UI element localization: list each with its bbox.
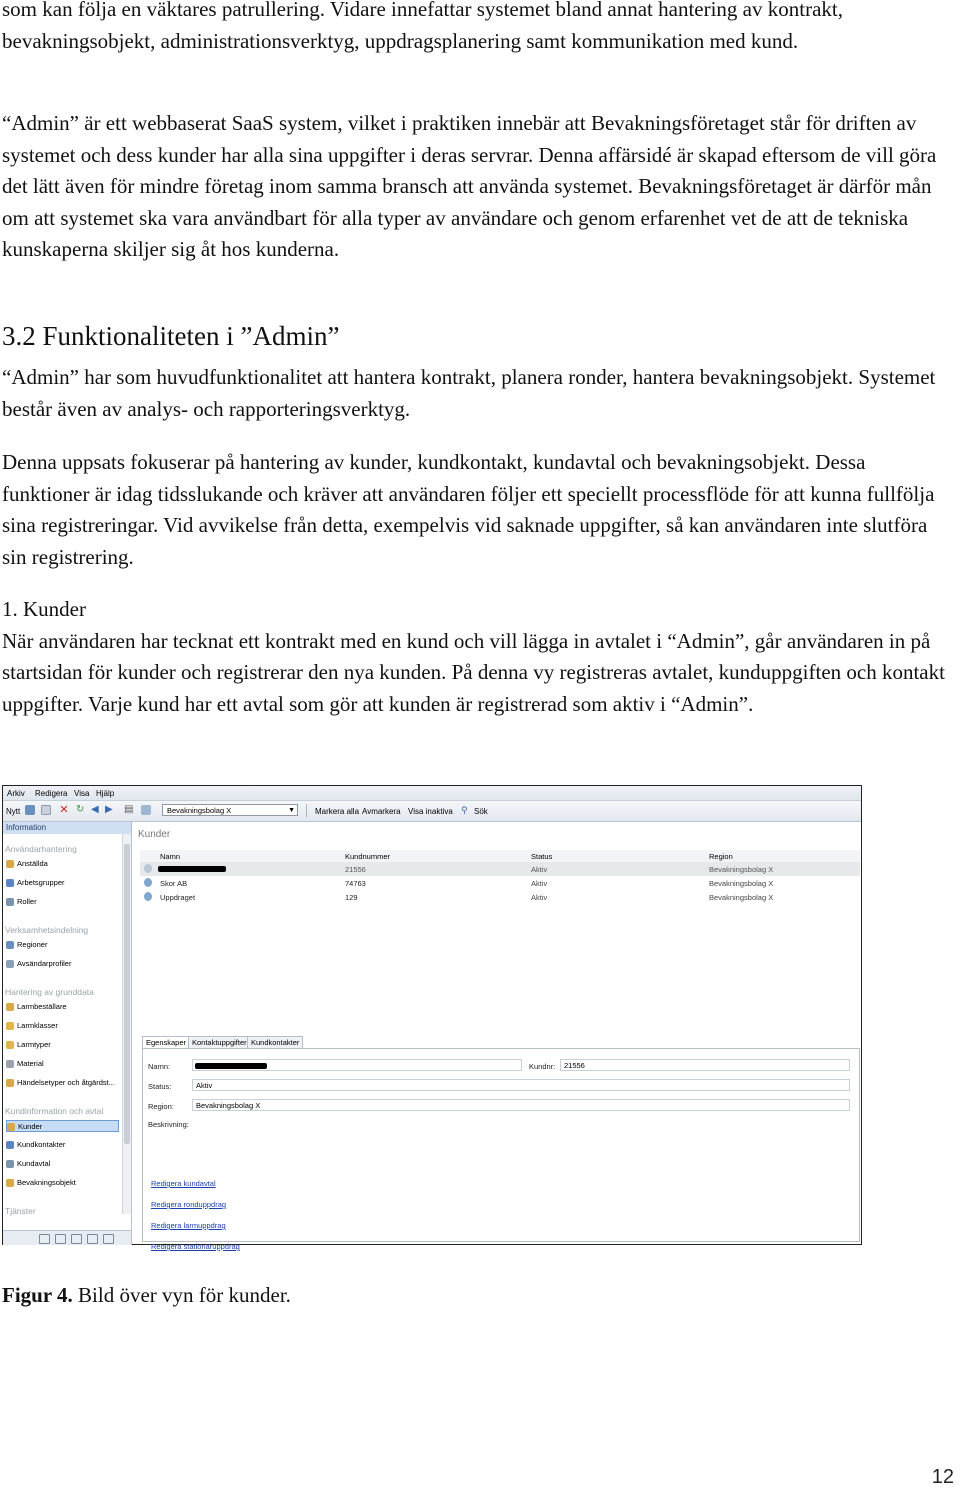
- sidebar-section-master-data[interactable]: Hantering av grunddata: [5, 987, 94, 997]
- paragraph-focus: Denna uppsats fokuserar på hantering av kunder, kundkontakt, kundavtal och bevakningsobjekt. Dessa funktioner är idag tidsslukande och kräver att användaren följer ett speciellt processflöde för att kunna fullfölja sina registreringar. Vid avvikelse från detta, exempelvis vid saknade uppgifter, så kan användaren inte slutföra sin registrering.: [2, 450, 935, 569]
- contract-icon: [6, 1160, 14, 1168]
- sidebar-item-alarm-orderers[interactable]: Larmbeställare: [6, 1001, 119, 1013]
- sidebar-item-guard-objects[interactable]: Bevakningsobjekt: [6, 1177, 119, 1189]
- role-icon: [6, 898, 14, 906]
- sidebar-item-customer-contracts[interactable]: Kundavtal: [6, 1158, 119, 1170]
- back-icon[interactable]: ◀: [91, 804, 99, 815]
- table-row[interactable]: [140, 876, 860, 890]
- menu-item-hjalp[interactable]: Hjälp: [96, 789, 115, 798]
- unmark-button[interactable]: Avmarkera: [362, 807, 401, 816]
- edit-contract-link[interactable]: Redigera kundavtal: [151, 1179, 216, 1188]
- forward-icon[interactable]: ▶: [105, 804, 113, 815]
- sidebar-item-material[interactable]: Material: [6, 1058, 119, 1070]
- column-header-region[interactable]: Region: [709, 852, 733, 861]
- column-header-status[interactable]: Status: [531, 852, 553, 861]
- sidebar-section-information[interactable]: Information: [3, 822, 131, 834]
- sidebar-item-roles[interactable]: Roller: [6, 896, 119, 908]
- paragraph-customers-body: När användaren har tecknat ett kontrakt med en kund och vill lägga in avtalet i “Admin”, går användaren in på startsidan för kunder och registrerar den nya kunden. På denna vy registreras avtalet, kunduppgiften och kontakt uppgifter. Varje kund har ett avtal som gör att kunden är registrerad som aktiv i “Admin”.: [2, 628, 945, 716]
- new-button[interactable]: Nytt: [6, 807, 21, 816]
- region-icon: [6, 941, 14, 949]
- properties-form: [142, 1048, 860, 1251]
- paragraph-intro: som kan följa en väktares patrullering. Vidare innefattar systemet bland annat hantering av kontrakt, bevakningsobjekt, administrationsverktyg, uppdragsplanering samt kommunikation med kund.: [2, 0, 843, 53]
- profile-icon: [6, 960, 14, 968]
- sidebar-item-employees[interactable]: Anställda: [6, 858, 119, 870]
- status-label: Status:: [148, 1082, 172, 1091]
- customer-avatar-icon: [144, 878, 152, 887]
- table-row[interactable]: [140, 862, 860, 876]
- grid-icon[interactable]: [87, 1234, 98, 1244]
- sidebar-section-organization[interactable]: Verksamhetsindelning: [5, 925, 89, 935]
- edit-round-assignment-link[interactable]: Redigera ronduppdrag: [151, 1200, 227, 1209]
- toolbar-separator: [306, 804, 307, 817]
- chevron-down-icon: ▼: [288, 807, 295, 814]
- cell-number: 74763: [345, 879, 366, 888]
- customer-avatar-icon: [144, 864, 152, 873]
- sidebar-item-customer-contacts[interactable]: Kundkontakter: [6, 1139, 119, 1151]
- customers-table: [140, 850, 860, 946]
- main-panel: [132, 822, 861, 1251]
- menu-item-visa[interactable]: Visa: [74, 789, 90, 798]
- sidebar-section-services[interactable]: Tjänster: [5, 1206, 36, 1216]
- menu-item-arkiv[interactable]: Arkiv: [7, 789, 25, 798]
- tab-properties[interactable]: Egenskaper: [142, 1036, 190, 1049]
- customer-no-field[interactable]: 21556: [560, 1059, 850, 1071]
- delete-icon[interactable]: ✕: [59, 804, 69, 816]
- paragraph-functionality: “Admin” har som huvudfunktionalitet att hantera kontrakt, planera ronder, hantera bevakningsobjekt. Systemet består även av analys- och rapporteringsverktyg.: [2, 365, 936, 421]
- alarm-class-icon: [6, 1022, 14, 1030]
- search-button[interactable]: Sök: [474, 807, 488, 816]
- sidebar-item-alarm-types[interactable]: Larmtyper: [6, 1039, 119, 1051]
- sidebar-item-regions[interactable]: Regioner: [6, 939, 119, 951]
- person-icon: [6, 860, 14, 868]
- region-label: Region:: [148, 1102, 174, 1111]
- sidebar-section-customer-info[interactable]: Kundinformation och avtal: [5, 1106, 104, 1116]
- cell-status: Aktiv: [531, 879, 548, 888]
- mark-all-button[interactable]: Markera alla: [315, 807, 360, 816]
- print-icon[interactable]: [41, 805, 51, 815]
- caption-label: Figur 4.: [2, 1283, 73, 1307]
- settings-icon[interactable]: [103, 1234, 114, 1244]
- region-field[interactable]: Bevakningsbolag X: [192, 1099, 850, 1111]
- sidebar-item-sender-profiles[interactable]: Avsändarprofiler: [6, 958, 119, 970]
- description-label: Beskrivning:: [148, 1120, 189, 1129]
- toolbar: [3, 801, 861, 822]
- customer-avatar-icon: [144, 892, 152, 901]
- event-icon: [6, 1079, 14, 1087]
- scrollbar-thumb[interactable]: [124, 844, 130, 1144]
- customer-no-label: Kundnr:: [529, 1062, 556, 1071]
- tab-contact-info[interactable]: Kontaktuppgifter: [188, 1036, 251, 1048]
- paragraph-saas: “Admin” är ett webbaserat SaaS system, vilket i praktiken innebär att Bevakningsföretaget står för driften av systemet och dess kunder har alla sina uppgifter i deras servrar. Denna affärsidé är skapad eftersom de vill göra det lätt även för mindre företag inom samma bransch att använda systemet. Bevakningsföretaget är därför mån om att systemet ska vara användbart för alla typer av användare och genom erfarenhet vet de att de tekniska kunskaperna skiljer sig åt hos kunderna.: [2, 111, 937, 262]
- cell-name: Uppdraget: [160, 893, 196, 902]
- menu-item-redigera[interactable]: Redigera: [35, 789, 68, 798]
- cell-name: Skor AB: [160, 879, 188, 888]
- show-inactive-button[interactable]: Visa inaktiva: [408, 807, 453, 816]
- alarm-type-icon: [6, 1041, 14, 1049]
- calendar-icon[interactable]: [55, 1234, 66, 1244]
- contact-icon: [6, 1141, 14, 1149]
- cell-region: Bevakningsbolag X: [709, 865, 774, 874]
- refresh-icon[interactable]: ↻: [76, 804, 85, 815]
- cell-number: 21556: [345, 865, 366, 874]
- status-field[interactable]: Aktiv: [192, 1079, 850, 1091]
- page-title: Kunder: [138, 829, 171, 840]
- sidebar-bottom-bar: [3, 1230, 132, 1245]
- cell-status: Aktiv: [531, 893, 548, 902]
- material-icon: [6, 1060, 14, 1068]
- columns-icon[interactable]: ▤: [124, 804, 134, 815]
- figure-caption: [2, 1280, 291, 1310]
- view-icon[interactable]: [39, 1234, 50, 1244]
- cell-region: Bevakningsbolag X: [709, 879, 774, 888]
- sidebar-section-user-management[interactable]: Användarhantering: [5, 844, 77, 854]
- edit-alarm-assignment-link[interactable]: Redigera larmuppdrag: [151, 1221, 226, 1230]
- section-heading: 3.2 Funktionaliteten i ”Admin”: [2, 321, 340, 351]
- caption-text: Bild över vyn för kunder.: [72, 1283, 291, 1307]
- name-label: Namn:: [148, 1062, 171, 1071]
- company-select[interactable]: Bevakningsbolag X ▼: [162, 804, 298, 816]
- cell-number: 129: [345, 893, 358, 902]
- group-icon: [6, 879, 14, 887]
- sidebar-item-customers[interactable]: Kunder: [6, 1120, 119, 1132]
- redacted-name: [158, 866, 226, 872]
- customer-icon: [7, 1123, 15, 1131]
- menu-bar: [3, 786, 861, 801]
- sidebar: [3, 822, 132, 1230]
- tab-customer-contacts[interactable]: Kundkontakter: [247, 1036, 303, 1048]
- customers-view-screenshot: [2, 785, 862, 1251]
- sidebar-scrollbar[interactable]: [122, 834, 131, 1214]
- alarm-icon: [6, 1003, 14, 1011]
- name-field[interactable]: [192, 1059, 522, 1071]
- paragraph-customers: [2, 594, 952, 720]
- column-header-number[interactable]: Kundnummer: [345, 852, 391, 861]
- sidebar-item-event-types[interactable]: Händelsetyper och åtgärdst...: [6, 1077, 119, 1089]
- redacted-name: [195, 1063, 267, 1069]
- column-header-name[interactable]: Namn: [160, 852, 181, 861]
- sidebar-item-workgroups[interactable]: Arbetsgrupper: [6, 877, 119, 889]
- edit-station-assignment-link[interactable]: Redigera stationäruppdrag: [151, 1242, 240, 1251]
- list-heading: 1. Kunder: [2, 597, 86, 621]
- sidebar-item-alarm-classes[interactable]: Larmklasser: [6, 1020, 119, 1032]
- filter-icon[interactable]: [141, 805, 151, 815]
- page-number: 12: [931, 1466, 954, 1488]
- cell-region: Bevakningsbolag X: [709, 893, 774, 902]
- cell-status: Aktiv: [531, 865, 548, 874]
- car-icon[interactable]: [71, 1234, 82, 1244]
- table-row[interactable]: [140, 890, 860, 904]
- search-icon[interactable]: ⚲: [461, 805, 468, 815]
- save-icon[interactable]: [25, 805, 35, 815]
- building-icon: [6, 1179, 14, 1187]
